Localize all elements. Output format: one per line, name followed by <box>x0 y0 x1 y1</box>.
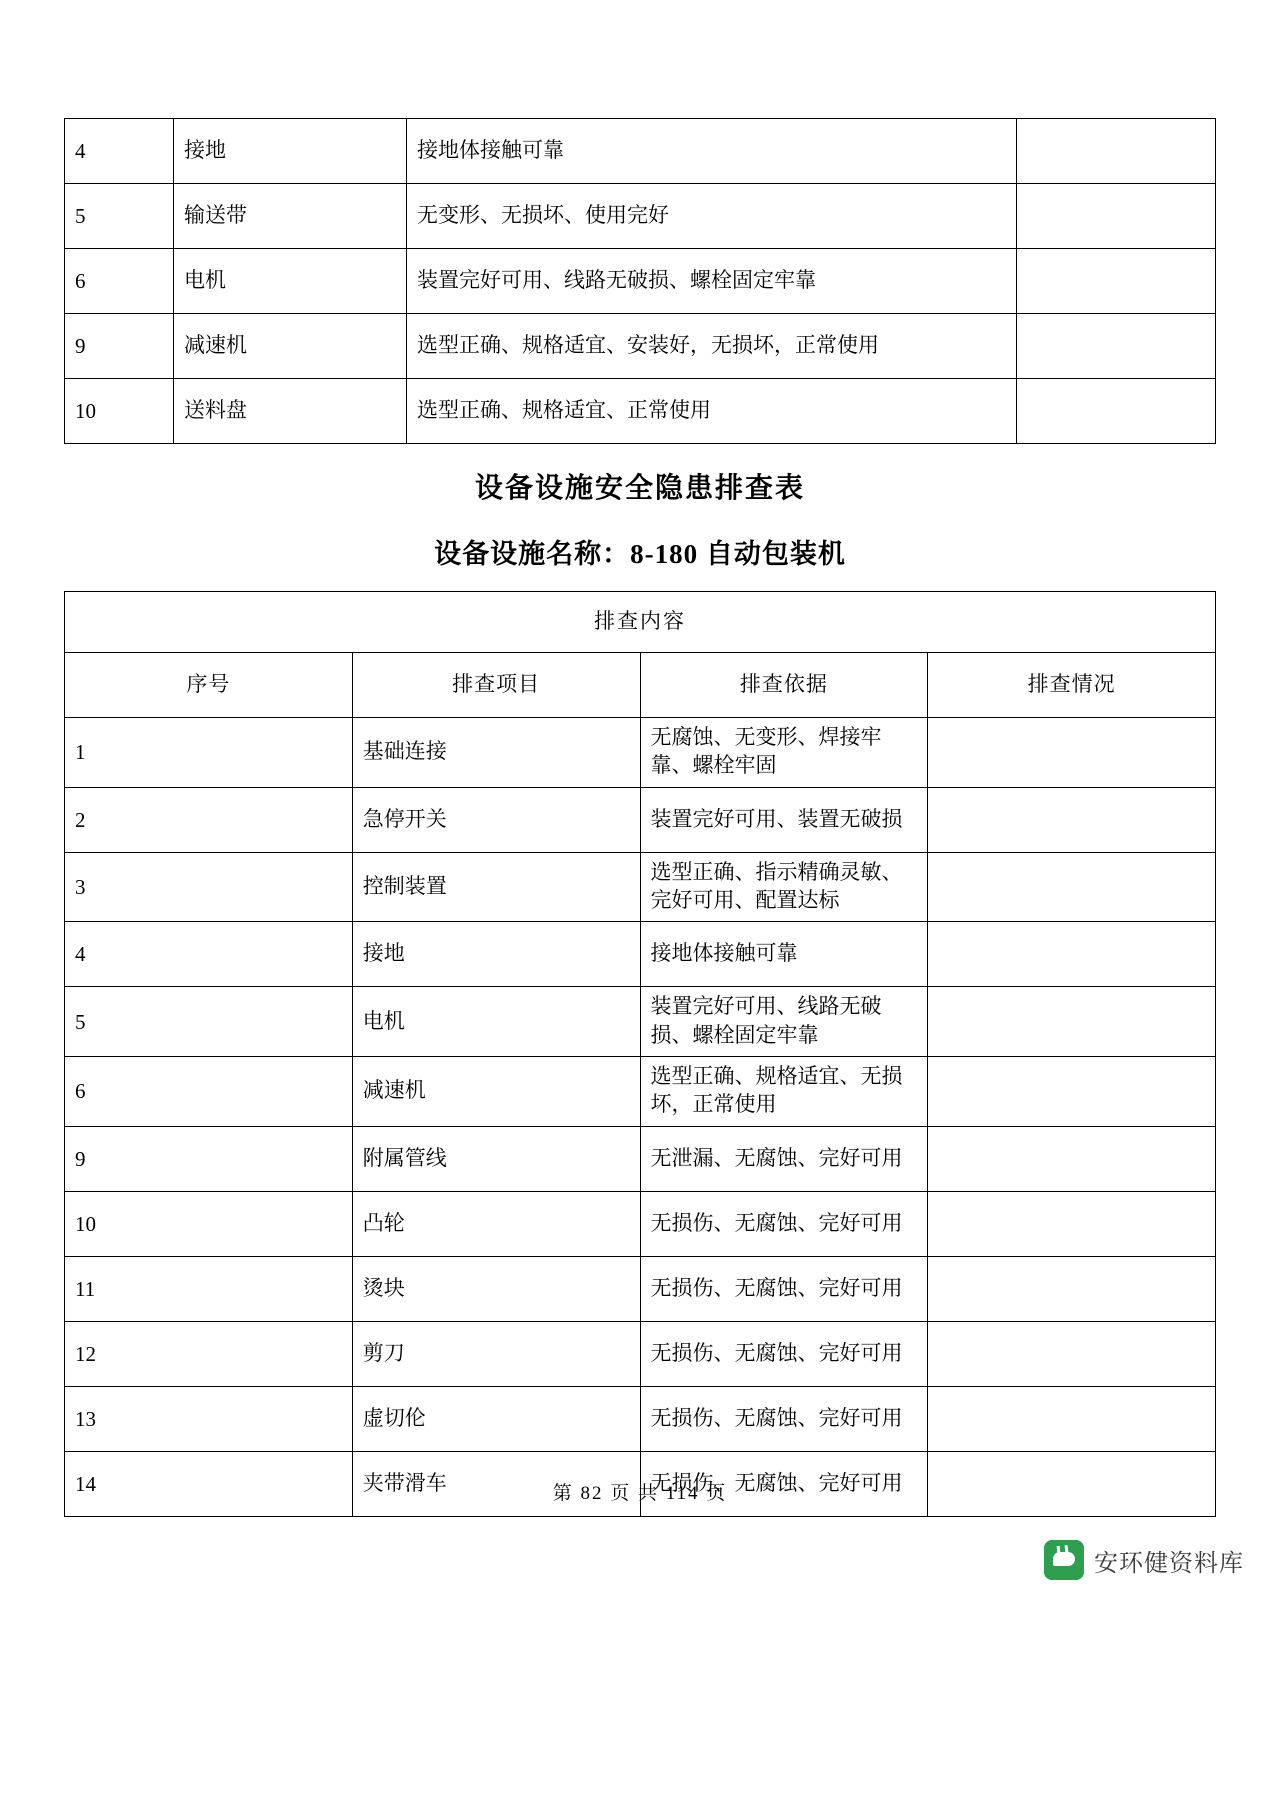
header-basis: 排查依据 <box>640 653 928 718</box>
table-row <box>65 1256 1216 1321</box>
header-state: 排查情况 <box>928 653 1216 718</box>
row-no: 1 <box>65 718 353 788</box>
row-item: 减速机 <box>174 314 407 379</box>
row-basis: 接地体接触可靠 <box>407 119 1017 184</box>
row-item: 控制装置 <box>352 852 640 922</box>
row-item: 凸轮 <box>352 1191 640 1256</box>
row-no: 4 <box>65 922 353 987</box>
table-row <box>65 852 1216 922</box>
table-row <box>65 987 1216 1057</box>
page-title: 设备设施安全隐患排查表 <box>474 472 805 503</box>
row-basis: 无损伤、无腐蚀、完好可用 <box>640 1321 928 1386</box>
row-no: 3 <box>65 852 353 922</box>
row-no: 5 <box>65 987 353 1057</box>
row-basis: 无损伤、无腐蚀、完好可用 <box>640 1256 928 1321</box>
equipment-name-value: 8-180 自动包装机 <box>630 539 846 569</box>
row-no: 12 <box>65 1321 353 1386</box>
row-item: 虚切伦 <box>352 1386 640 1451</box>
page-number-footer: 第 82 页 共 114 页 <box>552 1483 728 1504</box>
row-item: 剪刀 <box>352 1321 640 1386</box>
row-basis: 装置完好可用、线路无破损、螺栓固定牢靠 <box>640 987 928 1057</box>
row-basis: 选型正确、规格适宜、无损坏，正常使用 <box>640 1057 928 1127</box>
table-row <box>65 1057 1216 1127</box>
row-item: 烫块 <box>352 1256 640 1321</box>
header-item: 排查项目 <box>352 653 640 718</box>
continued-table-body <box>65 119 1216 444</box>
equipment-name-line <box>0 532 1280 571</box>
row-item: 电机 <box>352 987 640 1057</box>
row-basis: 无损伤、无腐蚀、完好可用 <box>640 1386 928 1451</box>
row-item: 减速机 <box>352 1057 640 1127</box>
row-state <box>928 922 1216 987</box>
table-row <box>65 249 1216 314</box>
row-state <box>928 1256 1216 1321</box>
table-row <box>65 314 1216 379</box>
row-item: 接地 <box>352 922 640 987</box>
row-no: 6 <box>65 249 174 314</box>
row-item: 输送带 <box>174 184 407 249</box>
table-row <box>65 1126 1216 1191</box>
row-item: 基础连接 <box>352 718 640 788</box>
row-basis: 装置完好可用、线路无破损、螺栓固定牢靠 <box>407 249 1017 314</box>
row-no: 10 <box>65 1191 353 1256</box>
row-state <box>1017 379 1216 444</box>
table-row <box>65 1191 1216 1256</box>
row-basis: 装置完好可用、装置无破损 <box>640 787 928 852</box>
row-item: 接地 <box>174 119 407 184</box>
row-no: 5 <box>65 184 174 249</box>
header-no: 序号 <box>65 653 353 718</box>
equipment-name-label: 设备设施名称： <box>434 539 631 569</box>
row-state <box>928 1126 1216 1191</box>
table-row <box>65 922 1216 987</box>
row-state <box>928 1386 1216 1451</box>
row-no: 10 <box>65 379 174 444</box>
table-title-row <box>65 592 1216 653</box>
row-state <box>1017 184 1216 249</box>
row-state <box>928 1321 1216 1386</box>
row-basis: 选型正确、规格适宜、安装好，无损坏，正常使用 <box>407 314 1017 379</box>
table-row <box>65 379 1216 444</box>
row-basis: 选型正确、规格适宜、正常使用 <box>407 379 1017 444</box>
row-state <box>928 987 1216 1057</box>
row-item: 送料盘 <box>174 379 407 444</box>
row-no: 4 <box>65 119 174 184</box>
row-item: 附属管线 <box>352 1126 640 1191</box>
table-row <box>65 184 1216 249</box>
row-state <box>928 1191 1216 1256</box>
row-basis: 无损伤、无腐蚀、完好可用 <box>640 1191 928 1256</box>
row-no: 13 <box>65 1386 353 1451</box>
row-no: 11 <box>65 1256 353 1321</box>
row-no: 6 <box>65 1057 353 1127</box>
watermark-badge <box>1044 1540 1244 1580</box>
table-row <box>65 1321 1216 1386</box>
row-item: 电机 <box>174 249 407 314</box>
watermark-label: 安环健资料库 <box>1094 1549 1244 1577</box>
row-basis: 无变形、无损坏、使用完好 <box>407 184 1017 249</box>
continued-inspection-table <box>64 118 1216 444</box>
inspection-table-body <box>65 592 1216 1517</box>
row-basis: 无泄漏、无腐蚀、完好可用 <box>640 1126 928 1191</box>
table-row <box>65 119 1216 184</box>
row-state <box>1017 119 1216 184</box>
row-state <box>928 718 1216 788</box>
inspection-table <box>64 591 1216 1517</box>
row-basis: 接地体接触可靠 <box>640 922 928 987</box>
row-state <box>928 1057 1216 1127</box>
table-title: 排查内容 <box>65 592 1216 653</box>
top-margin <box>0 0 1280 118</box>
wechat-logo-icon <box>1044 1540 1084 1580</box>
table-row <box>65 1386 1216 1451</box>
row-item: 急停开关 <box>352 787 640 852</box>
row-state <box>928 787 1216 852</box>
row-no: 9 <box>65 1126 353 1191</box>
table-header-row <box>65 653 1216 718</box>
table-row <box>65 787 1216 852</box>
row-state <box>1017 314 1216 379</box>
row-no: 2 <box>65 787 353 852</box>
row-item: 夹带滑车 <box>352 1451 640 1516</box>
row-state <box>1017 249 1216 314</box>
row-no: 9 <box>65 314 174 379</box>
table-row <box>65 718 1216 788</box>
row-no: 14 <box>65 1451 353 1516</box>
row-basis: 无损伤、无腐蚀、完好可用 <box>640 1451 928 1516</box>
row-basis: 无腐蚀、无变形、焊接牢靠、螺栓牢固 <box>640 718 928 788</box>
row-state <box>928 852 1216 922</box>
row-basis: 选型正确、指示精确灵敏、完好可用、配置达标 <box>640 852 928 922</box>
